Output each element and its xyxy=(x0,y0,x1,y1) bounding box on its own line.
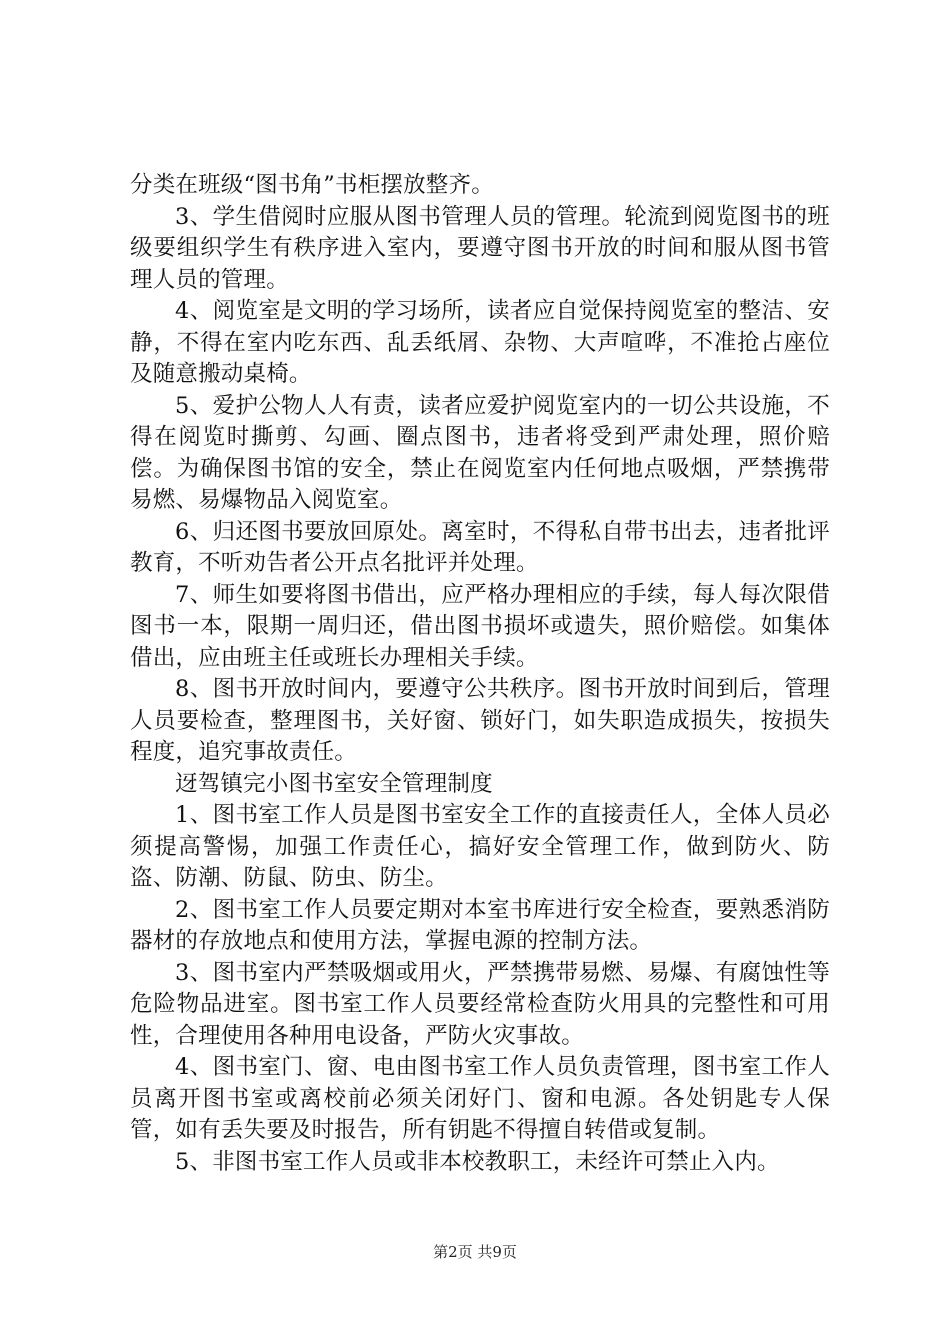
document-body xyxy=(130,170,830,1178)
paragraph: 分类在班级“图书角”书柜摆放整齐。 xyxy=(130,172,494,198)
paragraph: 1、图书室工作人员是图书室安全工作的直接责任人，全体人员必须提高警惕，加强工作责任心，搞好安全管理工作，做到防火、防盗、防潮、防鼠、防虫、防尘。 xyxy=(130,802,830,891)
paragraph: 5、爱护公物人人有责，读者应爱护阅览室内的一切公共设施，不得在阅览时撕剪、勾画、圈点图书，违者将受到严肃处理，照价赔偿。为确保图书馆的安全，禁止在阅览室内任何地点吸烟，严禁携带易燃、易爆物品入阅览室。 xyxy=(130,392,830,513)
paragraph: 6、归还图书要放回原处。离室时，不得私自带书出去，违者批评教育，不听劝告者公开点名批评并处理。 xyxy=(130,518,830,576)
paragraph: 3、学生借阅时应服从图书管理人员的管理。轮流到阅览图书的班级要组织学生有秩序进入室内，要遵守图书开放的时间和服从图书管理人员的管理。 xyxy=(130,203,830,293)
paragraph: 3、图书室内严禁吸烟或用火，严禁携带易燃、易爆、有腐蚀性等危险物品进室。图书室工作人员要经常检查防火用具的完整性和可用性，合理使用各种用电设备，严防火灾事故。 xyxy=(130,959,830,1049)
paragraph: 4、图书室门、窗、电由图书室工作人员负责管理，图书室工作人员离开图书室或离校前必须关闭好门、窗和电源。各处钥匙专人保管，如有丢失要及时报告，所有钥匙不得擅自转借或复制。 xyxy=(130,1054,830,1143)
paragraph: 5、非图书室工作人员或非本校教职工，未经许可禁止入内。 xyxy=(175,1148,780,1175)
section-title: 迓驾镇完小图书室安全管理制度 xyxy=(175,770,493,797)
paragraph: 8、图书开放时间内，要遵守公共秩序。图书开放时间到后，管理人员要检查，整理图书，关好窗、锁好门，如失职造成损失，按损失程度，追究事故责任。 xyxy=(130,676,830,765)
paragraph: 4、阅览室是文明的学习场所，读者应自觉保持阅览室的整洁、安静，不得在室内吃东西、乱丢纸屑、杂物、大声喧哗，不准抢占座位及随意搬动桌椅。 xyxy=(130,298,830,387)
paragraph: 2、图书室工作人员要定期对本室书库进行安全检查，要熟悉消防器材的存放地点和使用方法，掌握电源的控制方法。 xyxy=(130,896,830,954)
page-number-footer: 第2页 共9页 xyxy=(433,1243,517,1261)
paragraph: 7、师生如要将图书借出，应严格办理相应的手续，每人每次限借图书一本，限期一周归还，借出图书损坏或遗失，照价赔偿。如集体借出，应由班主任或班长办理相关手续。 xyxy=(130,581,830,671)
